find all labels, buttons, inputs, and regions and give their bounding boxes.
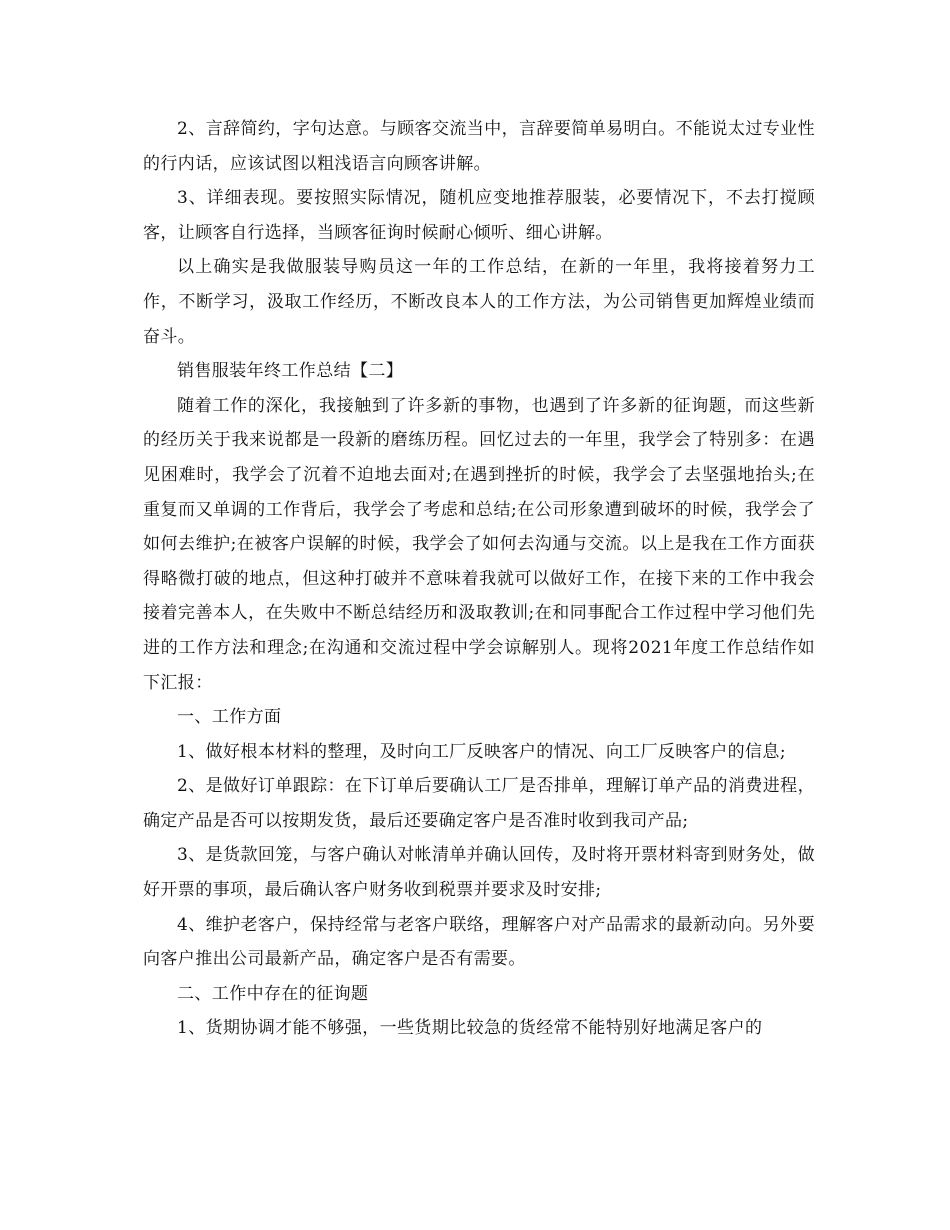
problem-item-1: 1、货期协调才能不够强，一些货期比较急的货经常不能特别好地满足客户的	[177, 1018, 763, 1039]
work-item-4: 4、维护老客户，保持经常与老客户联络，理解客户对产品需求的最新动向。另外要向客户推出公司最新产品，确定客户是否有需要。	[143, 914, 815, 970]
work-item-3: 3、是货款回笼，与客户确认对帐清单并确认回传，及时将开票材料寄到财务处，做好开票的事项，最后确认客户财务收到税票并要求及时安排;	[143, 845, 815, 901]
paragraph-item-3: 3、详细表现。要按照实际情况，随机应变地推荐服装，必要情况下，不去打搅顾客，让顾客自行选择，当顾客征询时候耐心倾听、细心讲解。	[143, 188, 815, 243]
work-item-1: 1、做好根本材料的整理，及时向工厂反映客户的情况、向工厂反映客户的信息;	[177, 741, 786, 762]
intro-paragraph: 随着工作的深化，我接触到了许多新的事物，也遇到了许多新的征询题，而这些新的经历关于我来说都是一段新的磨练历程。回忆过去的一年里，我学会了特别多：在遇见困难时，我学会了沉着不迫地去面对;在遇到挫折的时候，我学会了去坚强地抬头;在重复而又单调的工作背后，我学会了考虑和总结;在公司形象遭到破坏的时候，我学会了如何去维护;在被客户误解的时候，我学会了如何去沟通与交流。以上是我在工作方面获得略微打破的地点，但这种打破并不意味着我就可以做好工作，在接下来的工作中我会接着完善本人，在失败中不断总结经历和汲取教训;在和同事配合工作过程中学习他们先进的工作方法和理念;在沟通和交流过程中学会谅解别人。现将2021年度工作总结作如下汇报：	[143, 395, 815, 693]
work-item-2: 2、是做好订单跟踪：在下订单后要确认工厂是否排单，理解订单产品的消费进程，确定产品是否可以按期发货，最后还要确定客户是否准时收到我司产品;	[143, 776, 815, 831]
heading-problems: 二、工作中存在的征询题	[177, 983, 369, 1004]
heading-work-aspects: 一、工作方面	[177, 707, 282, 728]
section-title: 销售服装年终工作总结【二】	[177, 361, 404, 382]
document-page	[143, 112, 815, 1046]
summary-paragraph: 以上确实是我做服装导购员这一年的工作总结，在新的一年里，我将接着努力工作，不断学习，汲取工作经历，不断改良本人的工作方法，为公司销售更加辉煌业绩而奋斗。	[143, 257, 815, 347]
paragraph-item-2: 2、言辞简约，字句达意。与顾客交流当中，言辞要简单易明白。不能说太过专业性的行内话，应该试图以粗浅语言向顾客讲解。	[143, 119, 815, 174]
